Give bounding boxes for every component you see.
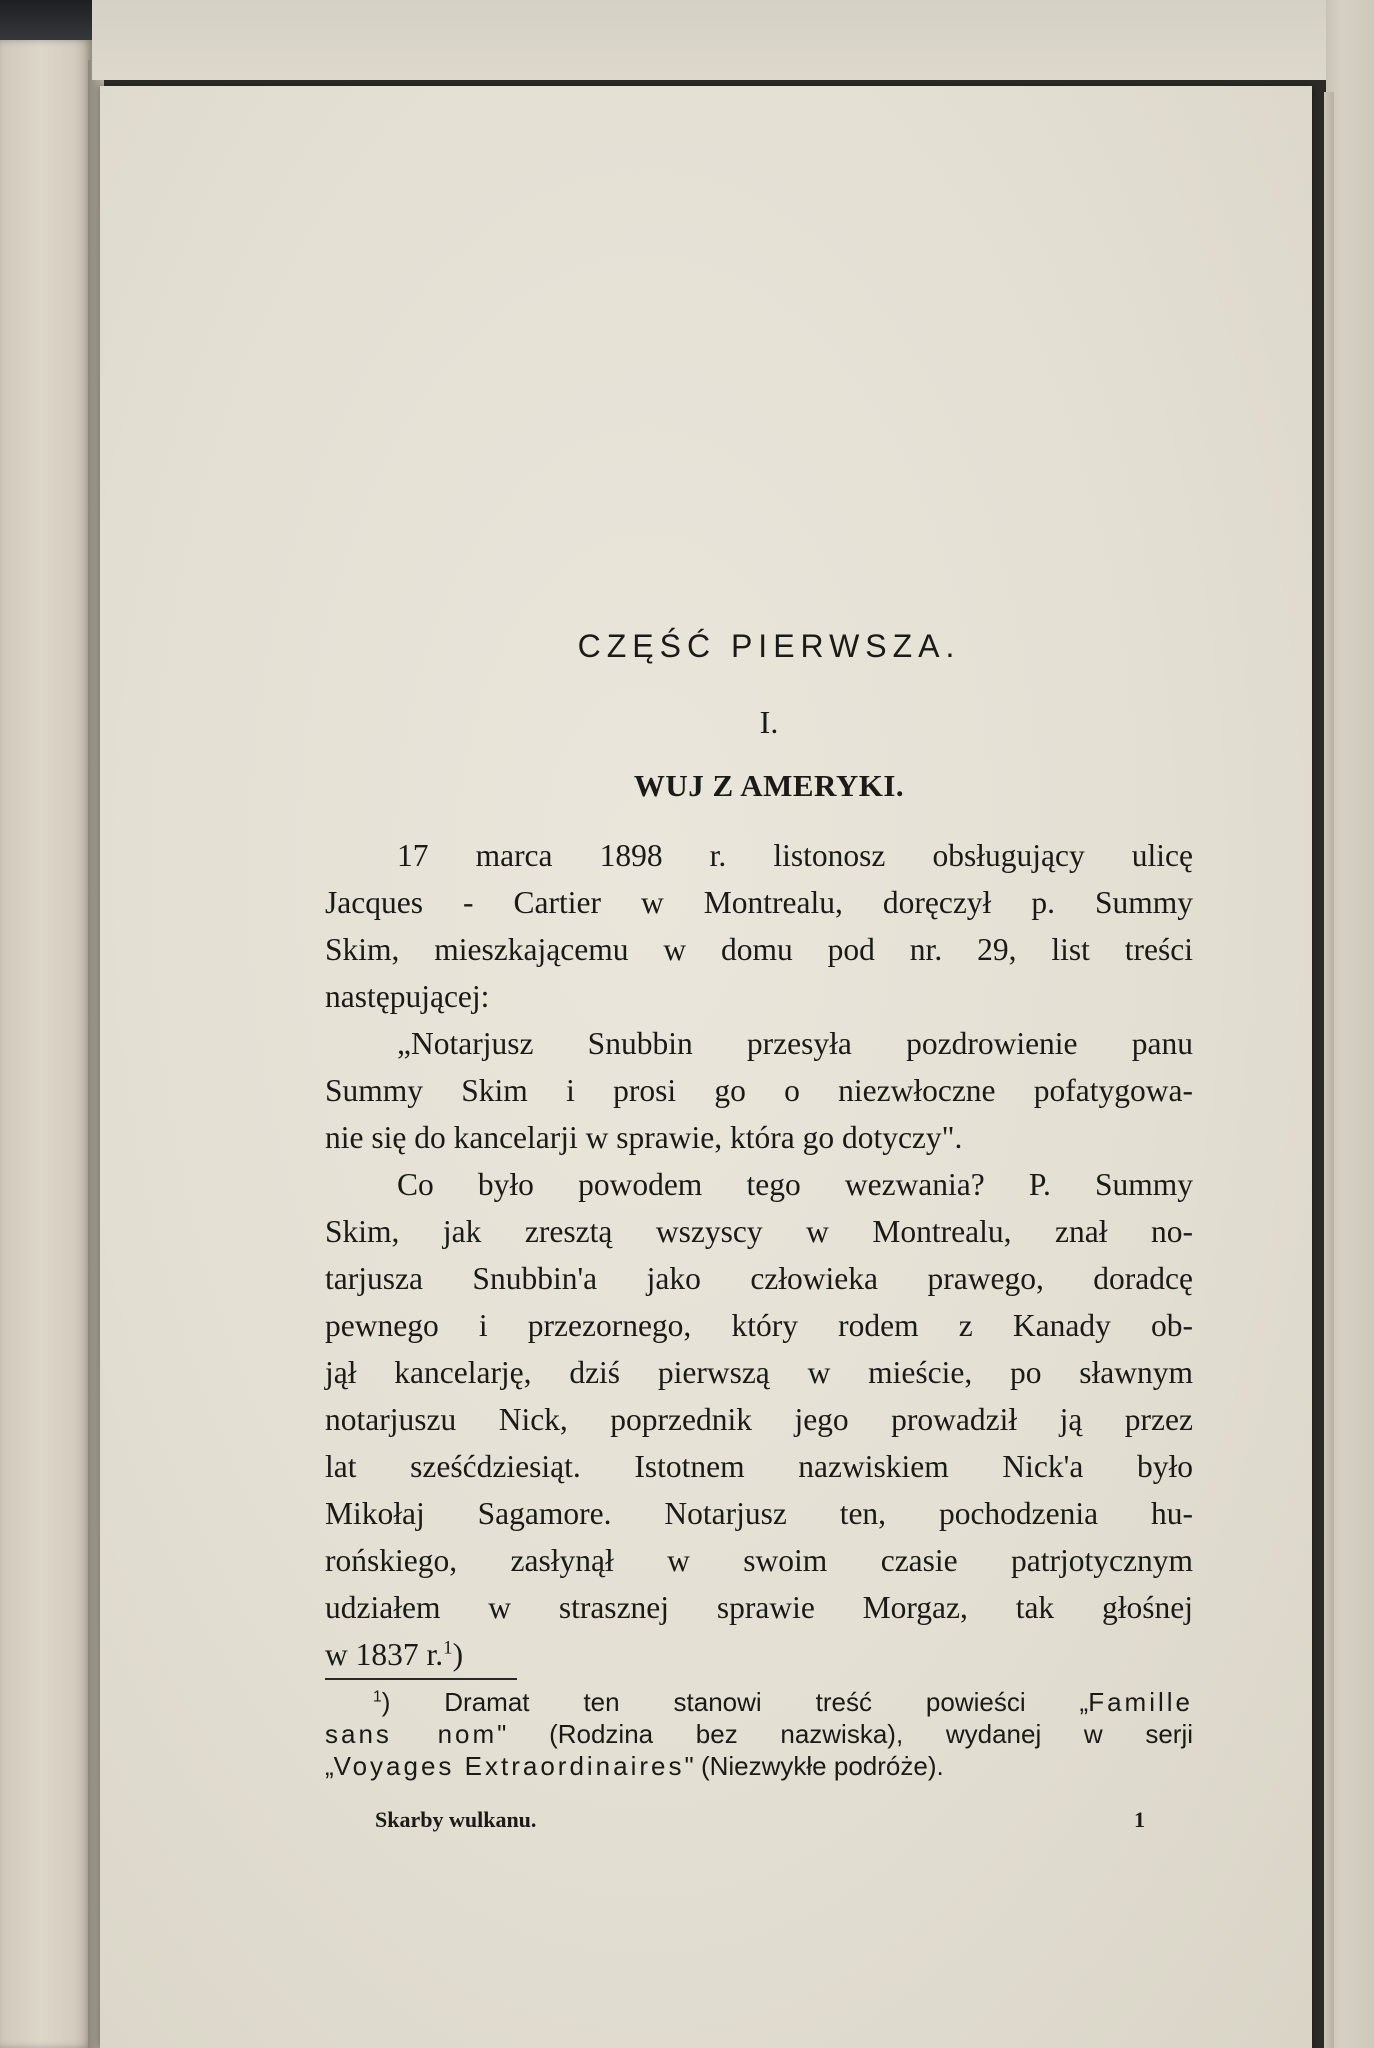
- text-line: notarjuszu Nick, poprzednik jego prowadził ją przez: [325, 1402, 1193, 1437]
- page-stack-edge: [1324, 92, 1334, 2048]
- closing-parenthesis: ): [452, 1637, 464, 1672]
- part-title: CZĘŚĆ PIERWSZA.: [577, 628, 961, 664]
- footnote-book-title: sans nom: [325, 1719, 498, 1749]
- footnote-line-2: [325, 1718, 1193, 1750]
- chapter-title: WUJ Z AMERYKI.: [633, 768, 905, 803]
- text-line: Summy Skim i prosi go o niezwłoczne pofatygowa-: [325, 1073, 1193, 1108]
- paragraph-2: [325, 1020, 1193, 1161]
- chapter-number: I.: [759, 704, 779, 740]
- footnote-text: " (Rodzina bez nazwiska), wydanej w serji: [497, 1719, 1193, 1749]
- paragraph-1: [325, 832, 1193, 1020]
- footnote-marker: 1: [373, 1688, 382, 1706]
- footnote-book-title: Famille: [1088, 1687, 1193, 1717]
- text-line: Jacques - Cartier w Montrealu, doręczył p. Summy: [325, 885, 1193, 920]
- left-page-edge: [0, 40, 92, 2048]
- text-line: Skim, jak zresztą wszyscy w Montrealu, znał no-: [325, 1214, 1193, 1249]
- text-line: Skim, mieszkającemu w domu pod nr. 29, list treści: [325, 932, 1193, 967]
- paragraph-3: [325, 1161, 1193, 1678]
- book-page: [100, 86, 1312, 2048]
- footnote-line-1: [325, 1686, 1193, 1718]
- text-line: 17 marca 1898 r. listonosz obsługujący ulicę: [397, 838, 1193, 873]
- text-line: w 1837 r.: [325, 1637, 444, 1672]
- text-line: pewnego i przezornego, który rodem z Kanady ob-: [325, 1308, 1193, 1343]
- page-top-margin: [92, 0, 1374, 80]
- text-line: Co było powodem tego wezwania? P. Summy: [397, 1167, 1193, 1202]
- text-line: rońskiego, zasłynął w swoim czasie patrjotycznym: [325, 1543, 1193, 1578]
- text-line: lat sześćdziesiąt. Istotnem nazwiskiem Nick'a było: [325, 1449, 1193, 1484]
- text-line: następującej:: [325, 979, 490, 1014]
- text-line: Mikołaj Sagamore. Notarjusz ten, pochodzenia hu-: [325, 1496, 1193, 1531]
- footnote: [325, 1686, 1193, 1782]
- text-line-final: [325, 1631, 1193, 1678]
- footnote-rule: [325, 1678, 517, 1680]
- text-line: tarjusza Snubbin'a jako człowieka prawego, doradcę: [325, 1261, 1193, 1296]
- text-line: udziałem w strasznej sprawie Morgaz, tak głośnej: [325, 1590, 1193, 1625]
- text-line: „Notarjusz Snubbin przesyła pozdrowienie panu: [397, 1026, 1193, 1061]
- footnote-line-3: [325, 1750, 1193, 1782]
- body-text: [325, 832, 1193, 1678]
- text-line: nie się do kancelarji w sprawie, która go dotyczy".: [325, 1120, 963, 1155]
- signature-mark: 1: [1134, 1807, 1145, 1832]
- running-title: Skarby wulkanu.: [375, 1807, 537, 1832]
- footnote-reference: 1: [443, 1637, 453, 1659]
- footnote-text: " (Niezwykłe podróże).: [684, 1751, 944, 1781]
- footnote-series-title: Voyages Extraordinaires: [333, 1751, 685, 1781]
- footnote-text: „: [325, 1751, 334, 1781]
- text-line: jął kancelarję, dziś pierwszą w mieście, po sławnym: [325, 1355, 1193, 1390]
- footnote-text: ) Dramat ten stanowi treść powieści „: [381, 1687, 1089, 1717]
